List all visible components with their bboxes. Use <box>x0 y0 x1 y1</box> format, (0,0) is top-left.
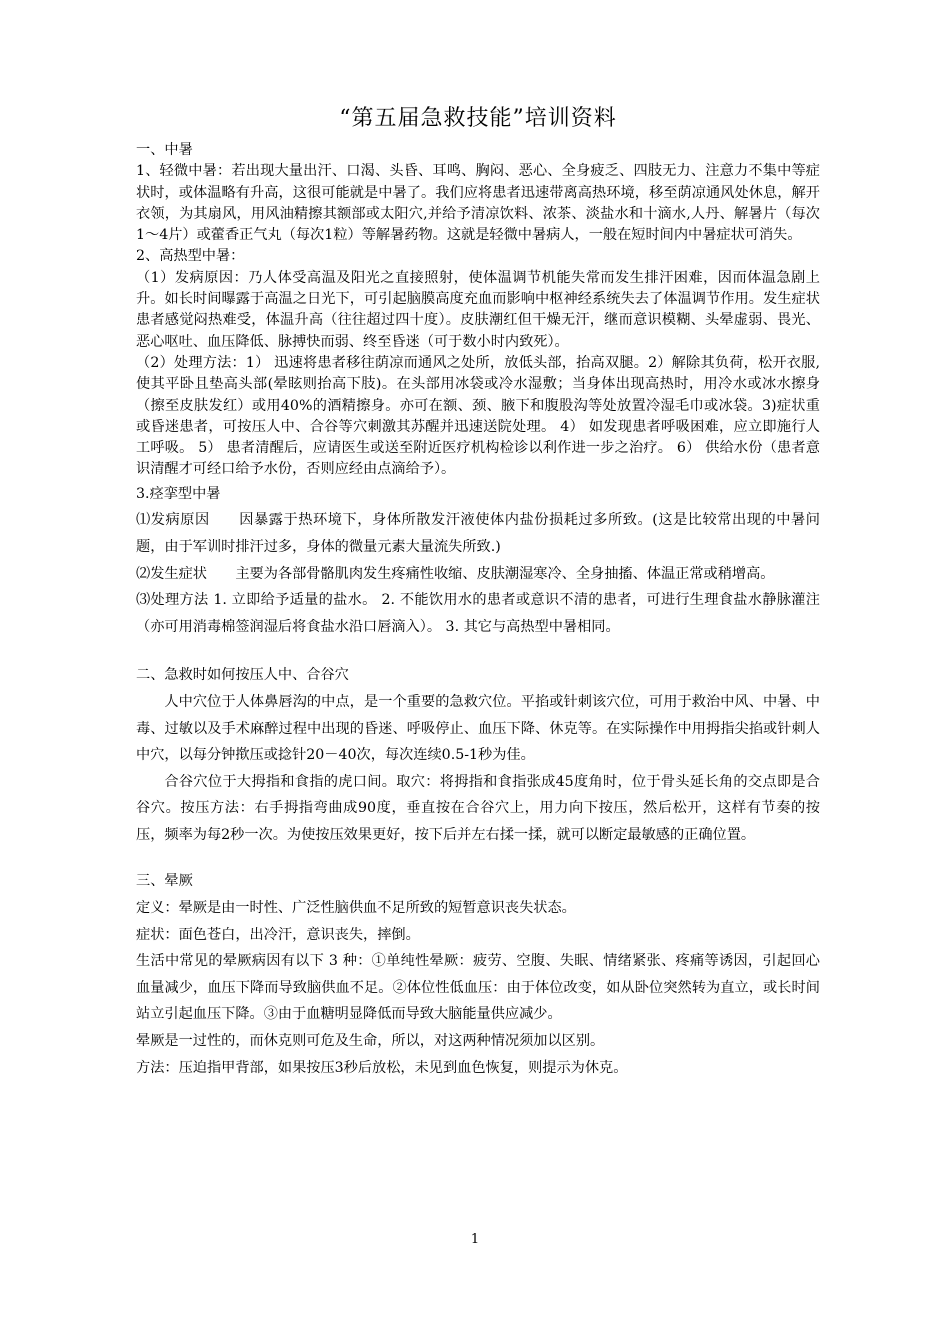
paragraph-symptoms: 症状：面色苍白，出冷汗，意识丧失，摔倒。 <box>136 926 420 943</box>
section-heading-acupoints: 二、急救时如何按压人中、合谷穴 <box>136 667 349 684</box>
paragraph-definition: 定义：晕厥是由一时性、广泛性脑供血不足所致的短暂意识丧失状态。 <box>136 900 576 917</box>
paragraph-treatment: （2）处理方法：1） 迅速将患者移往荫凉而通风之处所，放低头部，抬高双腿。2）解除其负荷，松开衣服,使其平卧且垫高头部(晕眩则抬高下肢)。在头部用冰袋或冷水湿敷；当身体出现高热时，用冷水或冰水擦身（擦至皮肤发红）或用40%的酒精擦身。亦可在额、颈、腋下和腹股沟等处放置冷湿毛巾或冰袋。3)症状重或昏迷患者，可按压人中、合谷等穴刺激其苏醒并迅速送院处理。 4） 如发现患者呼吸困难，应立即施行人工呼吸。 5） 患者清醒后，应请医生或送至附近医疗机构检诊以利作进一步之治疗。 6） 供给水份（患者意识清醒才可经口给予水份，否则应经由点滴给予）。 <box>136 354 820 478</box>
paragraph-distinction: 晕厥是一过性的，而休克则可危及生命，所以，对这两种情况须加以区别。 <box>136 1033 605 1050</box>
paragraph-renzhong: 人中穴位于人体鼻唇沟的中点，是一个重要的急救穴位。平掐或针刺该穴位，可用于救治中风、中暑、中毒、过敏以及手术麻醉过程中出现的昏迷、呼吸停止、血压下降、休克等。在实际操作中用拇指尖掐或针刺人中穴，以每分钟揿压或捻针20－40次，每次连续0.5-1秒为佳。 <box>136 693 820 764</box>
section-heading-heatstroke: 一、中暑 <box>136 142 193 158</box>
spacer <box>136 848 820 868</box>
subheading-hyperthermic: 2、高热型中暑： <box>136 248 245 265</box>
paragraph-cramp-cause: ⑴发病原因 因暴露于热环境下，身体所散发汗液使体内盐份损耗过多所致。(这是比较常出现的中暑问题，由于军训时排汗过多，身体的微量元素大量流失所致.) <box>136 512 820 555</box>
paragraph-hegu: 合谷穴位于大拇指和食指的虎口间。取穴：将拇指和食指张成45度角时，位于骨头延长角的交点即是合谷穴。按压方法：右手拇指弯曲成90度，垂直按在合谷穴上，用力向下按压，然后松开，这样有节奏的按压，频率为每2秒一次。为使按压效果更好，按下后并左右揉一揉，就可以断定最敏感的正确位置。 <box>136 773 820 843</box>
paragraph-mild-heatstroke: 1、轻微中暑：若出现大量出汗、口渴、头昏、耳鸣、胸闷、恶心、全身疲乏、四肢无力、注意力不集中等症状时，或体温略有升高，这很可能就是中暑了。我们应将患者迅速带离高热环境，移至荫凉通风处休息，解开衣领，为其扇风，用风油精擦其额部或太阳穴,并给予清凉饮料、浓茶、淡盐水和十滴水,人丹、解暑片（每次1～4片）或藿香正气丸（每次1粒）等解暑药物。这就是轻微中暑病人，一般在短时间内中暑症状可消失。 <box>136 163 820 244</box>
subheading-cramp: 3.痉挛型中暑 <box>136 485 221 502</box>
paragraph-cramp-treatment: ⑶处理方法 1. 立即给予适量的盐水。 2. 不能饮用水的患者或意识不清的患者，可进行生理食盐水静脉灌注（亦可用消毒棉签润湿后将食盐水沿口唇滴入）。 3. 其它与高热型中暑相同。 <box>136 592 820 635</box>
document-title: “第五届急救技能”培训资料 <box>339 106 617 131</box>
page-number: 1 <box>470 1232 480 1247</box>
spacer <box>136 640 820 662</box>
paragraph-cramp-symptom: ⑵发生症状 主要为各部骨骼肌肉发生疼痛性收缩、皮肤潮湿寒冷、全身抽搐、体温正常或稍增高。 <box>136 565 775 582</box>
paragraph-cause: （1）发病原因：乃人体受高温及阳光之直接照射，使体温调节机能失常而发生排汗困难，因而体温急剧上升。如长时间曝露于高温之日光下，可引起脑膜高度充血而影响中枢神经系统失去了体温调节作用。发生症状患者感觉闷热难受，体温升高（往往超过四十度）。皮肤潮红但干燥无汗，继而意识模糊、头晕虚弱、畏光、恶心呕吐、血压降低、脉搏快而弱、终至昏迷（可于数小时内致死）。 <box>136 269 820 350</box>
section-heading-syncope: 三、晕厥 <box>136 873 193 890</box>
paragraph-method: 方法：压迫指甲背部，如果按压3秒后放松，未见到血色恢复，则提示为休克。 <box>136 1059 628 1076</box>
document-page <box>136 104 820 1081</box>
paragraph-causes: 生活中常见的晕厥病因有以下 3 种：①单纯性晕厥：疲劳、空腹、失眠、情绪紧张、疼痛等诱因，引起回心血量减少，血压下降而导致脑供血不足。②体位性低血压：由于体位改变，如从卧位突然转为直立，或长时间站立引起血压下降。③由于血糖明显降低而导致大脑能量供应减少。 <box>136 953 820 1023</box>
